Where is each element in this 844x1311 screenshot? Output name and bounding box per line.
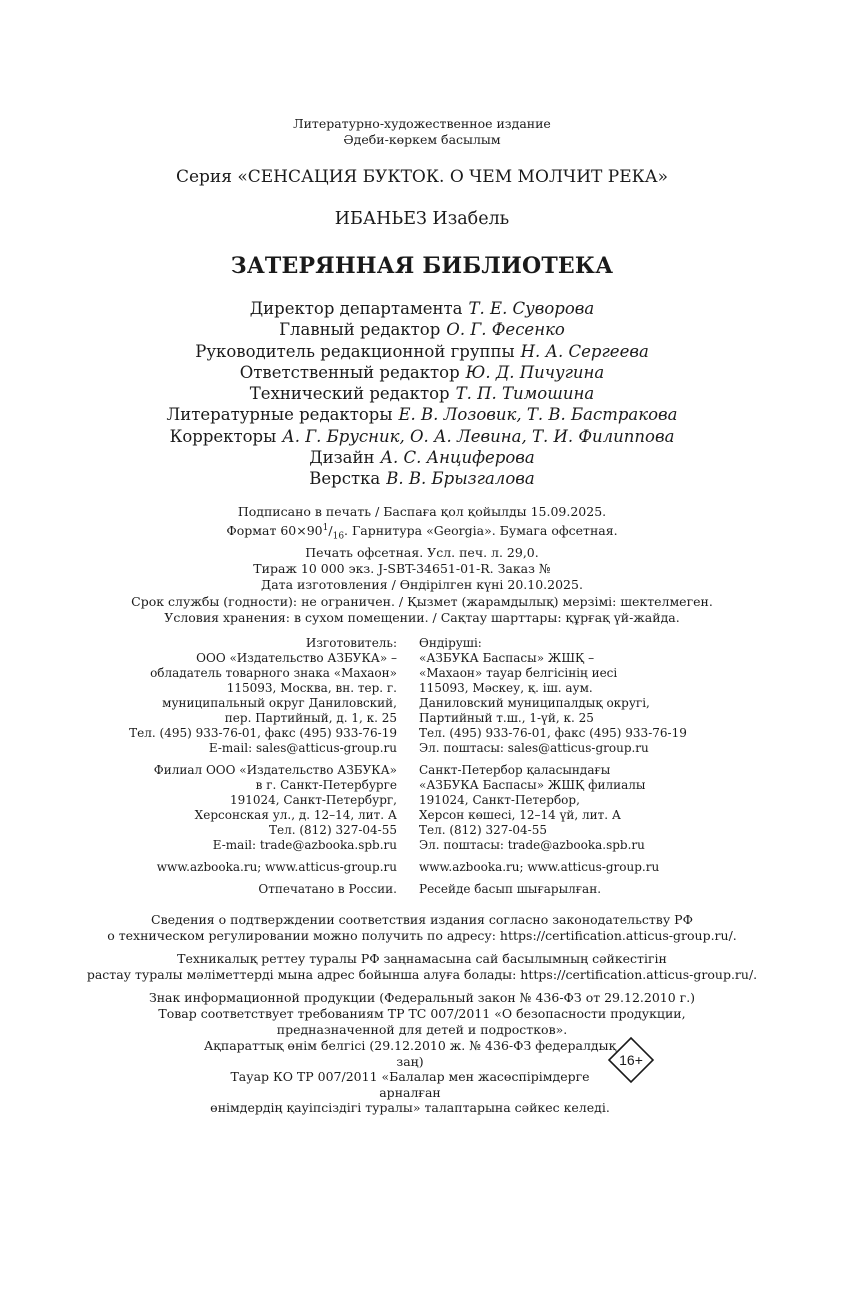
maker-row [0,838,844,853]
web-kz: www.azbooka.ru; www.atticus-group.ru [419,860,660,874]
maker-kz: Эл. поштасы: trade@azbooka.spb.ru [419,838,645,852]
maker-kz: Өндіруші: [419,636,482,650]
maker-ru: ООО «Издательство АЗБУКА» – [196,651,397,665]
maker-row [0,711,844,726]
maker-row [0,823,844,838]
credit-names: Т. П. Тимошина [455,384,595,404]
signed-date: Подписано в печать / Баспаға қол қойылды 15.09.2025. [237,504,607,519]
credit-names: В. В. Брызгалова [386,469,535,489]
cert-ru-line: о техническом регулировании можно получить по адресу: https://certification.atticus-group.ru/. [107,928,737,943]
maker-ru: 115093, Москва, вн. тер. г. [226,681,397,695]
maker-kz: Партийный т.ш., 1-үй, к. 25 [419,711,594,725]
maker-row [0,651,844,666]
maker-ru: Изготовитель: [305,636,397,650]
info-sign-line: предназначенной для детей и подростков». [276,1022,568,1037]
credit-line [0,426,844,447]
credit-role: Технический редактор [249,384,450,404]
credit-names: А. Г. Брусник, О. А. Левина, Т. И. Филиппова [282,426,675,446]
edition-kind-kz: Әдеби-көркем басылым [343,131,501,147]
info-sign-ru [0,990,844,1038]
credit-role: Верстка [309,469,381,489]
credit-line [0,468,844,489]
credit-names: А. С. Анциферова [380,448,535,468]
maker-kz: «Махаон» тауар белгісінің иесі [419,666,618,680]
edition-kind [0,116,844,147]
maker-row [0,726,844,741]
info-sign-line: Знак информационной продукции (Федеральный закон № 436-ФЗ от 29.12.2010 г.) [148,990,696,1005]
credit-role: Главный редактор [279,320,441,340]
info-sign-kz-line: Ақпараттық өнім белгісі (29.12.2010 ж. № 436-ФЗ федералдық заң) [203,1038,617,1069]
maker-kz: Эл. поштасы: sales@atticus-group.ru [419,741,649,755]
maker-kz: Херсон көшесі, 12–14 үй, лит. А [419,808,621,822]
print-type: Печать офсетная. Усл. печ. л. 29,0. [305,545,539,561]
maker-row [0,681,844,696]
maker-kz: Тел. (495) 933-76-01, факс (495) 933-76-19 [419,726,687,740]
format-pre: Формат 60×90 [226,523,323,539]
maker-ru: E-mail: sales@atticus-group.ru [208,741,397,755]
edition-kind-ru: Литературно-художественное издание [293,116,551,131]
printed-kz: Ресейде басып шығарылған. [419,882,602,896]
maker-ru: Херсонская ул., д. 12–14, лит. А [194,808,397,822]
info-sign-kz-line: Тауар КО ТР 007/2011 «Балалар мен жасөспірімдерге арналған [230,1069,590,1100]
credit-role: Руководитель редакционной группы [195,341,515,361]
service-life: Срок службы (годности): не ограничен. / Қызмет (жарамдылық) мерзімі: шектелмеген. [131,593,713,609]
maker-ru: в г. Санкт-Петербурге [255,778,397,792]
maker-kz: 115093, Мәскеу, қ. іш. аум. [419,681,593,695]
credit-role: Литературные редакторы [166,405,393,425]
maker-ru: пер. Партийный, д. 1, к. 25 [224,711,397,725]
credit-names: О. Г. Фесенко [446,320,565,340]
made-date: Дата изготовления / Өндірілген күні 20.10.2025. [261,577,583,593]
credit-line [0,341,844,362]
maker-row [0,636,844,651]
maker-ru: муниципальный округ Даниловский, [162,696,397,710]
cert-kz [0,951,844,983]
cert-kz-line: растау туралы мәліметтерді мына адрес бойынша алуға болады: https://certification.atticus-group.ru/. [86,967,758,982]
maker-kz: 191024, Санкт-Петербор, [419,793,580,807]
maker-ru: E-mail: trade@azbooka.spb.ru [212,838,397,852]
format-post: . Гарнитура «Georgia». Бумага офсетная. [344,523,618,539]
age-label-block [0,1036,844,1115]
maker-kz: «АЗБУКА Баспасы» ЖШҚ – [419,651,595,665]
maker-row [0,666,844,681]
format-line: Формат $60\times 90^1/_{16}$. Гарнитура «Georgia». Бумага офсетная. [226,523,618,542]
credit-line [0,383,844,404]
info-sign-kz [200,1038,620,1116]
maker-kz: Тел. (812) 327-04-55 [419,823,547,837]
credit-names: Е. В. Лозовик, Т. В. Бастракова [398,405,678,425]
web-ru: www.azbooka.ru; www.atticus-group.ru [156,860,397,874]
cert-ru [0,912,844,944]
maker-row [0,763,844,778]
maker-row [0,696,844,711]
credit-role: Дизайн [309,448,375,468]
maker-kz: Санкт-Петербор қаласындағы [419,763,611,777]
print-run-text: Тираж 10 000 экз. J-SBT-34651-01-R. Заказ № [253,561,551,577]
cert-kz-line: Техникалық реттеу туралы РФ заңнамасына сай басылымның сәйкестігін [177,951,667,966]
credit-line [0,404,844,425]
credit-line [0,319,844,340]
maker-ru: Тел. (495) 933-76-01, факс (495) 933-76-19 [129,726,397,740]
credit-line [0,362,844,383]
info-sign-kz-line: өнімдердің қауіпсіздігі туралы» талаптарына сәйкес келеді. [210,1100,610,1115]
printed-row [0,882,844,897]
format-num: 1 [322,523,329,534]
print-details [0,504,844,626]
maker-row [0,808,844,823]
print-run [0,561,844,577]
web-row [0,860,844,875]
credit-line [0,298,844,319]
credit-names: Н. А. Сергеева [520,341,649,361]
manufacturer-block [0,636,844,897]
credit-names: Т. Е. Суворова [468,299,595,318]
credits-list [0,298,844,490]
age-rating-text: 16+ [619,1052,643,1068]
certification-block [0,912,844,1045]
maker-ru: 191024, Санкт-Петербург, [229,793,397,807]
credit-role: Директор департамента [249,299,463,318]
maker-row [0,741,844,756]
age-rating-icon [607,1036,655,1084]
maker-row [0,793,844,808]
maker-kz: Даниловский муниципалдық округі, [419,696,650,710]
maker-ru: обладатель товарного знака «Махаон» [150,666,397,680]
format-den: 16 [332,531,345,542]
printed-ru: Отпечатано в России. [258,882,397,896]
cert-ru-line: Сведения о подтверждении соответствия издания согласно законодательству РФ [151,912,693,927]
info-sign-line: Товар соответствует требованиям ТР ТС 007/2011 «О безопасности продукции, [158,1006,686,1021]
storage-conditions: Условия хранения: в сухом помещении. / Сақтау шарттары: құрғақ үй-жайда. [164,609,680,625]
credit-role: Корректоры [169,426,277,446]
maker-ru: Филиал ООО «Издательство АЗБУКА» [153,763,397,777]
maker-row [0,778,844,793]
credit-names: Ю. Д. Пичугина [465,362,605,382]
book-title: ЗАТЕРЯННАЯ БИБЛИОТЕКА [230,253,614,279]
maker-ru: Тел. (812) 327-04-55 [269,823,397,837]
credit-line [0,447,844,468]
series-line: Серия «СЕНСАЦИЯ БУКТОК. О ЧЕМ МОЛЧИТ РЕКА» [175,167,669,187]
author-line: ИБАНЬЕЗ Изабель [334,209,510,229]
credit-role: Ответственный редактор [239,362,460,382]
maker-kz: «АЗБУКА Баспасы» ЖШҚ филиалы [419,778,646,792]
